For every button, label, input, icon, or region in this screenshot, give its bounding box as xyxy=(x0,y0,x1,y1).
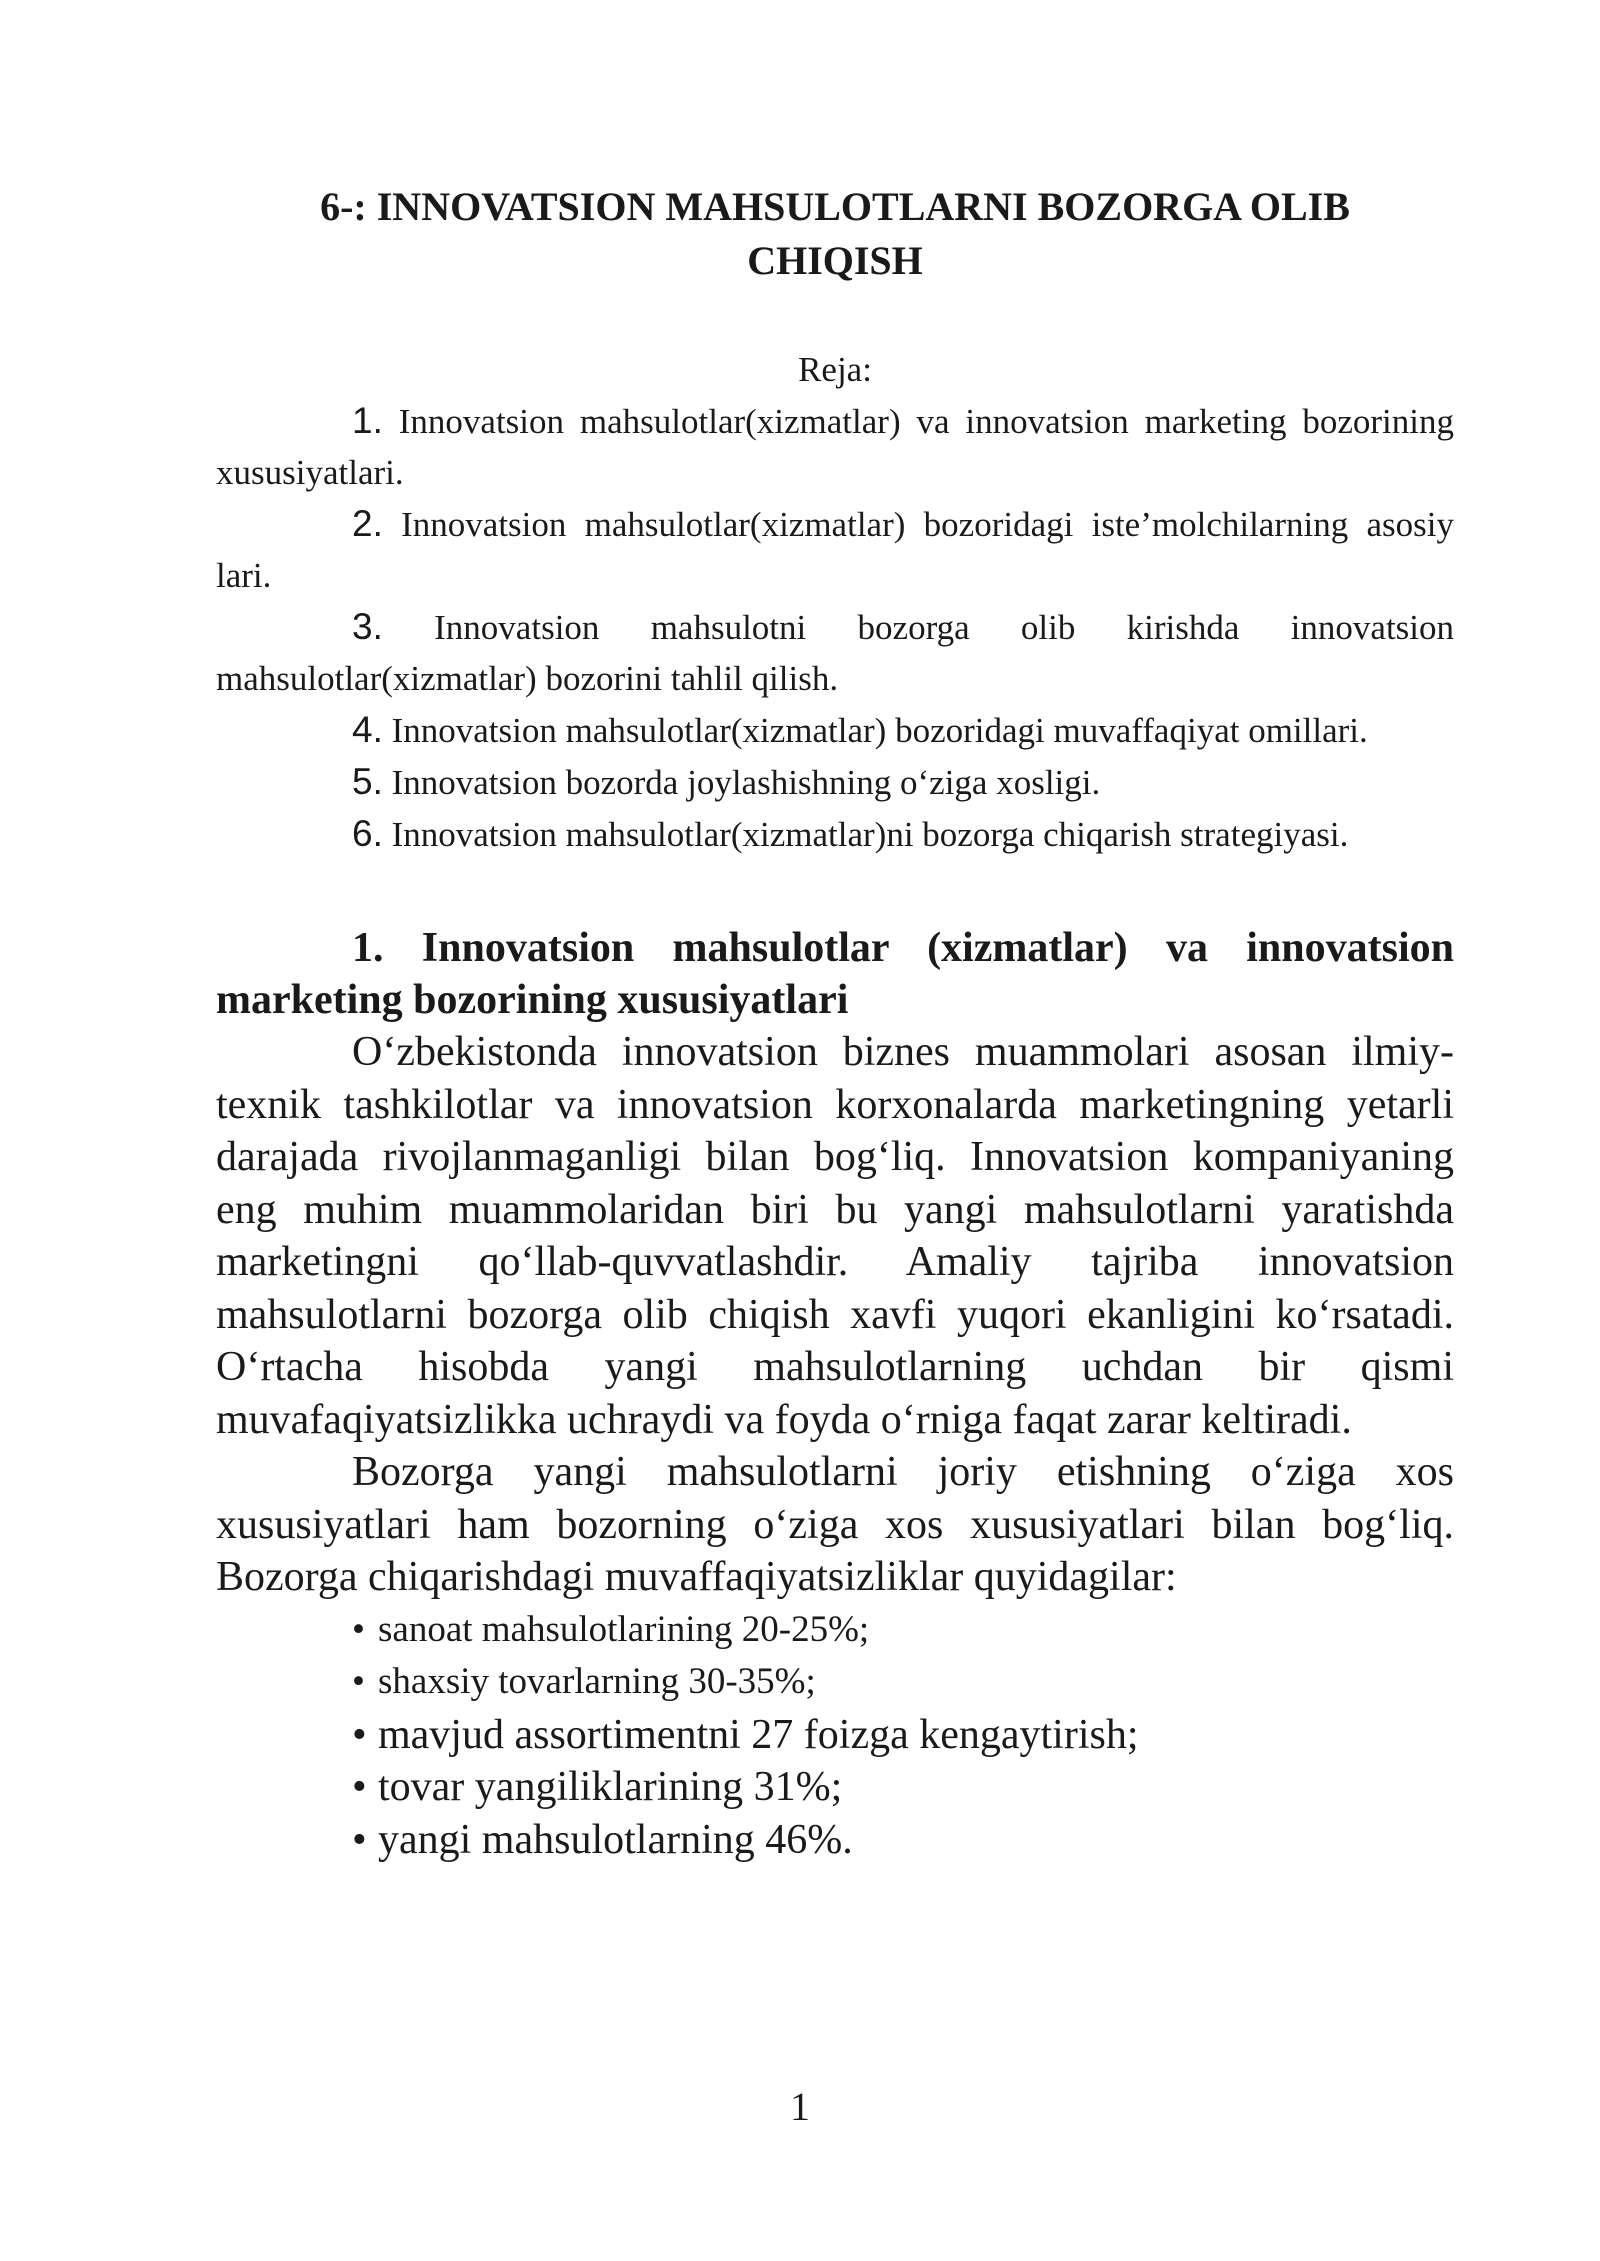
bullet-text: shaxsiy tovarlarning 30-35%; xyxy=(378,1661,816,1702)
plan-item xyxy=(216,395,1454,498)
plan-item-number: 5. xyxy=(352,761,383,802)
plan-item-text: Innovatsion mahsulotlar(xizmatlar)ni bozorga chiqarish strategiyasi. xyxy=(391,815,1349,854)
bullet-item xyxy=(352,1604,1454,1657)
plan-item-text: Innovatsion mahsulotlar(xizmatlar) bozoridagi muvaffaqiyat omillari. xyxy=(391,711,1368,750)
section-heading: 1. Innovatsion mahsulotlar (xizmatlar) va innovatsion marketing bozorining xususiyatlari xyxy=(216,925,1454,1023)
plan-item xyxy=(216,498,1454,601)
plan-item xyxy=(216,808,1454,860)
bullet-item xyxy=(352,1814,1454,1867)
bullet-text: mavjud assortimentni 27 foizga kengaytirish; xyxy=(378,1711,1139,1758)
bullet-icon: • xyxy=(352,1661,365,1702)
plan-item-text: Innovatsion mahsulotlar(xizmatlar) bozoridagi iste’molchilarning asosiy lari. xyxy=(216,505,1454,595)
plan-item-text: Innovatsion mahsulotlar(xizmatlar) va innovatsion marketing bozorining xususiyatlari. xyxy=(216,402,1455,492)
plan-item-number: 4. xyxy=(352,709,383,750)
body-paragraph: Bozorga yangi mahsulotlarni joriy etishning o‘ziga xos xususiyatlari ham bozorning o‘ziga xos xususiyatlari bilan bog‘liq. Bozorga chiqarishdagi muvaffaqiyatsizliklar quyidagilar: xyxy=(216,1449,1454,1600)
bullet-list xyxy=(352,1604,1454,1867)
plan-item-number: 3. xyxy=(352,606,383,647)
plan-item-number: 2. xyxy=(352,503,383,544)
bullet-icon: • xyxy=(352,1711,367,1758)
plan-item xyxy=(216,756,1454,808)
bullet-item xyxy=(352,1761,1454,1814)
bullet-icon: • xyxy=(352,1816,367,1863)
body-paragraph: O‘zbekistonda innovatsion biznes muammolari asosan ilmiy-texnik tashkilotlar va innovatsion korxonalarda marketingning yetarli darajada rivojlanmaganligi bilan bog‘liq. Innovatsion kompaniyaning eng muhim muammolaridan biri bu yangi mahsulotlarni yaratishda marketingni qo‘llab-quvvatlashdir. Amaliy tajriba innovatsion mahsulotlarni bozorga olib chiqish xavfi yuqori ekanligini ko‘rsatadi. O‘rtacha hisobda yangi mahsulotlarning uchdan bir qismi muvafaqiyatsizlikka uchraydi va foyda o‘rniga faqat zarar keltiradi. xyxy=(216,1029,1454,1443)
bullet-icon: • xyxy=(352,1608,365,1650)
plan-item-text: Innovatsion bozorda joylashishning o‘ziga xosligi. xyxy=(391,763,1101,802)
bullet-item xyxy=(352,1656,1454,1709)
bullet-text: sanoat mahsulotlarining 20-25%; xyxy=(378,1608,870,1650)
plan-item-text: Innovatsion mahsulotni bozorga olib kirishda innovatsion mahsulotlar(xizmatlar) bozorini tahlil qilish. xyxy=(216,608,1455,698)
plan-item-number: 6. xyxy=(352,813,383,854)
plan-item xyxy=(216,704,1454,756)
plan-item-number: 1. xyxy=(352,400,383,441)
bullet-icon: • xyxy=(352,1764,367,1810)
page-number: 1 xyxy=(790,2084,810,2129)
plan-section xyxy=(216,344,1454,860)
document-page xyxy=(216,180,1454,1866)
plan-heading: Reja: xyxy=(798,350,872,389)
bullet-item xyxy=(352,1709,1454,1762)
bullet-text: yangi mahsulotlarning 46%. xyxy=(378,1816,853,1863)
plan-item xyxy=(216,601,1454,704)
chapter-title xyxy=(216,180,1454,288)
chapter-title-line-1: 6-: INNOVATSION MAHSULOTLARNI BOZORGA OLIB xyxy=(320,184,1350,229)
chapter-title-line-2: CHIQISH xyxy=(747,238,923,283)
bullet-text: tovar yangiliklarining 31%; xyxy=(378,1764,843,1810)
